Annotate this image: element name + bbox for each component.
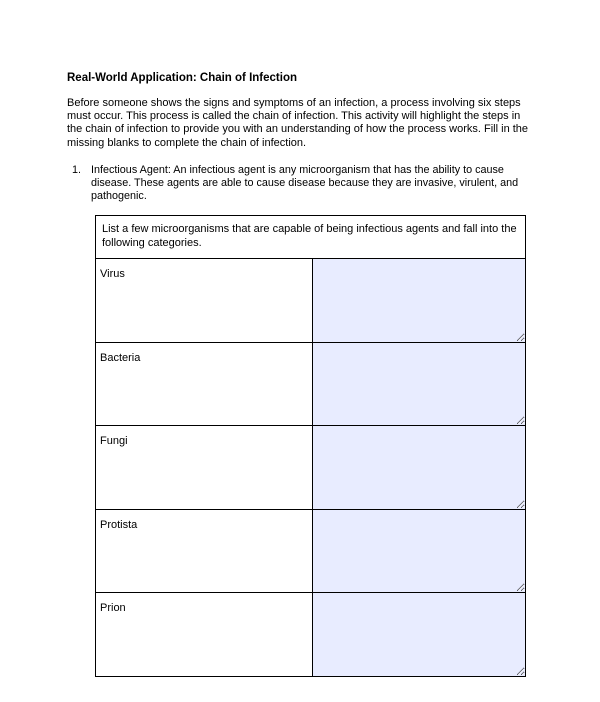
answer-field-protista[interactable]	[313, 510, 525, 593]
question-item	[72, 164, 534, 204]
question-number: 1.	[72, 164, 82, 176]
answer-field-prion[interactable]	[313, 593, 525, 676]
answer-field-bacteria[interactable]	[313, 343, 525, 426]
answer-table	[95, 215, 526, 677]
row-label-protista: Protista	[96, 510, 313, 593]
row-label-prion: Prion	[96, 593, 313, 676]
answer-field-fungi[interactable]	[313, 426, 525, 509]
answer-field-virus[interactable]	[313, 259, 525, 342]
table-header: List a few microorganisms that are capable of being infectious agents and fall into the following categories.	[96, 216, 525, 259]
table-row-protista	[96, 510, 525, 594]
question-text: Infectious Agent: An infectious agent is any microorganism that has the ability to cause disease. These agents are able to cause disease because they are invasive, virulent, and pathogenic.	[91, 164, 519, 203]
row-label-fungi: Fungi	[96, 426, 313, 509]
intro-paragraph: Before someone shows the signs and symptoms of an infection, a process involving six steps must occur. This process is called the chain of infection. This activity will highlight the steps in the chain of infection to provide you with an understanding of how the process works. Fill in the missing blanks to complete the chain of infection.	[67, 97, 529, 149]
table-row-fungi	[96, 426, 525, 510]
row-label-virus: Virus	[96, 259, 313, 342]
table-row-bacteria	[96, 343, 525, 427]
table-row-prion	[96, 593, 525, 676]
section-title: Real-World Application: Chain of Infection	[67, 72, 297, 84]
table-row-virus	[96, 259, 525, 343]
row-label-bacteria: Bacteria	[96, 343, 313, 426]
